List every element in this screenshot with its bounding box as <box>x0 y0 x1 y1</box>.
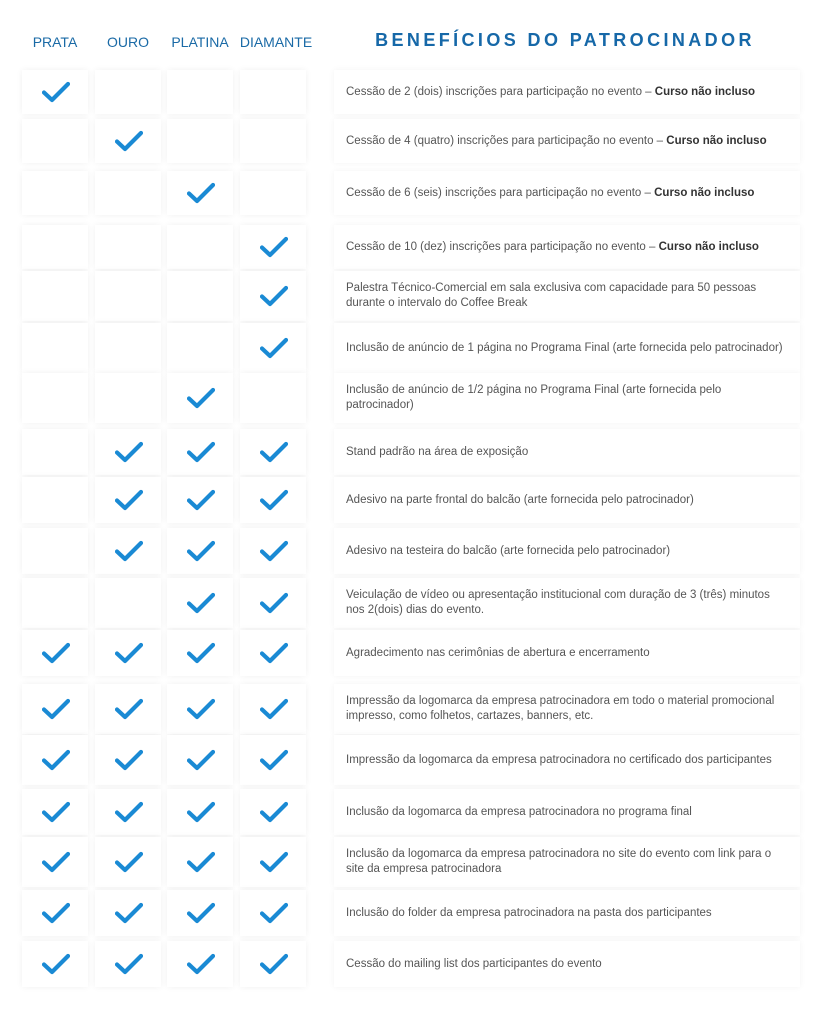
benefit-text: Cessão de 6 (seis) inscrições para participação no evento – <box>346 186 651 199</box>
check-icon <box>260 953 288 975</box>
check-icon <box>260 441 288 463</box>
check-icon <box>260 801 288 823</box>
benefit-note: Curso não incluso <box>654 85 756 98</box>
check-icon <box>42 698 70 720</box>
check-icon <box>260 642 288 664</box>
benefit-text: Cessão de 10 (dez) inscrições para participação no evento – <box>346 240 656 253</box>
cell-ouro <box>95 225 161 269</box>
benefit-description <box>346 341 786 356</box>
cell-ouro <box>95 171 161 215</box>
check-icon <box>115 851 143 873</box>
check-icon <box>260 851 288 873</box>
header-platina: PLATINA <box>171 34 229 50</box>
benefit-description <box>346 445 786 460</box>
check-icon <box>260 749 288 771</box>
check-icon <box>260 285 288 307</box>
cell-prata <box>22 528 88 574</box>
benefit-text: Agradecimento nas cerimônias de abertura e encerramento <box>346 646 650 659</box>
benefit-description <box>346 134 786 149</box>
benefit-text: Impressão da logomarca da empresa patrocinadora em todo o material promocional impresso, como folhetos, cartazes, banners, etc. <box>346 695 775 722</box>
benefit-description <box>346 847 786 877</box>
check-icon <box>42 81 70 103</box>
header-prata: PRATA <box>32 34 78 50</box>
page-title: BENEFÍCIOS DO PATROCINADOR <box>375 30 755 50</box>
cell-prata <box>22 171 88 215</box>
check-icon <box>260 236 288 258</box>
benefit-text: Inclusão da logomarca da empresa patrocinadora no programa final <box>346 805 692 818</box>
benefit-description <box>346 906 786 921</box>
benefit-description <box>346 588 786 618</box>
cell-diamante <box>240 119 306 163</box>
check-icon <box>115 749 143 771</box>
check-icon <box>187 489 215 511</box>
cell-platina <box>167 119 233 163</box>
cell-ouro <box>95 323 161 373</box>
benefit-text: Inclusão de anúncio de 1/2 página no Programa Final (arte fornecida pelo patrocinador) <box>346 384 722 411</box>
check-icon <box>115 801 143 823</box>
cell-platina <box>167 70 233 114</box>
check-icon <box>115 698 143 720</box>
check-icon <box>115 953 143 975</box>
benefit-description <box>346 85 786 100</box>
cell-ouro <box>95 70 161 114</box>
cell-platina <box>167 225 233 269</box>
check-icon <box>260 489 288 511</box>
check-icon <box>187 182 215 204</box>
cell-ouro <box>95 578 161 628</box>
cell-platina <box>167 323 233 373</box>
cell-platina <box>167 271 233 321</box>
cell-ouro <box>95 271 161 321</box>
benefit-description <box>346 694 786 724</box>
cell-ouro <box>95 373 161 423</box>
benefit-text: Stand padrão na área de exposição <box>346 445 529 458</box>
benefit-description <box>346 753 786 768</box>
check-icon <box>187 801 215 823</box>
benefit-text: Palestra Técnico-Comercial em sala exclusiva com capacidade para 50 pessoas durante o intervalo do Coffee Break <box>346 282 757 309</box>
header-diamante: DIAMANTE <box>239 34 313 50</box>
check-icon <box>187 592 215 614</box>
benefit-text: Adesivo na testeira do balcão (arte fornecida pelo patrocinador) <box>346 544 671 557</box>
check-icon <box>42 902 70 924</box>
benefit-description <box>346 957 786 972</box>
benefit-text: Inclusão de anúncio de 1 página no Programa Final (arte fornecida pelo patrocinador) <box>346 341 783 354</box>
cell-prata <box>22 225 88 269</box>
benefit-description <box>346 493 786 508</box>
check-icon <box>42 953 70 975</box>
benefit-description <box>346 240 786 255</box>
check-icon <box>187 749 215 771</box>
benefit-description <box>346 281 786 311</box>
check-icon <box>187 953 215 975</box>
check-icon <box>42 801 70 823</box>
benefit-description <box>346 383 786 413</box>
benefit-description <box>346 544 786 559</box>
cell-diamante <box>240 171 306 215</box>
check-icon <box>115 441 143 463</box>
check-icon <box>115 130 143 152</box>
check-icon <box>260 540 288 562</box>
check-icon <box>187 902 215 924</box>
benefit-note: Curso não incluso <box>666 134 767 147</box>
cell-diamante <box>240 70 306 114</box>
check-icon <box>187 441 215 463</box>
check-icon <box>260 698 288 720</box>
benefit-note: Curso não incluso <box>658 240 759 253</box>
check-icon <box>115 489 143 511</box>
benefit-text: Impressão da logomarca da empresa patrocinadora no certificado dos participantes <box>346 753 772 766</box>
check-icon <box>42 642 70 664</box>
check-icon <box>42 851 70 873</box>
check-icon <box>115 902 143 924</box>
check-icon <box>187 698 215 720</box>
cell-diamante <box>240 373 306 423</box>
check-icon <box>187 540 215 562</box>
cell-prata <box>22 429 88 475</box>
check-icon <box>187 642 215 664</box>
benefit-text: Veiculação de vídeo ou apresentação institucional com duração de 3 (três) minutos nos 2(dois) dias do evento. <box>346 589 770 616</box>
check-icon <box>42 749 70 771</box>
check-icon <box>115 642 143 664</box>
check-icon <box>260 902 288 924</box>
benefit-description <box>346 646 786 661</box>
cell-prata <box>22 578 88 628</box>
benefit-text: Inclusão do folder da empresa patrocinadora na pasta dos participantes <box>346 906 712 919</box>
cell-prata <box>22 373 88 423</box>
benefit-note: Curso não incluso <box>654 186 755 199</box>
benefit-text: Cessão de 2 (dois) inscrições para participação no evento – <box>346 85 652 98</box>
check-icon <box>187 851 215 873</box>
header-ouro: OURO <box>107 34 149 50</box>
check-icon <box>115 540 143 562</box>
benefit-text: Adesivo na parte frontal do balcão (arte fornecida pelo patrocinador) <box>346 493 694 506</box>
benefit-text: Inclusão da logomarca da empresa patrocinadora no site do evento com link para o site da empresa patrocinadora <box>346 848 772 875</box>
benefit-text: Cessão de 4 (quatro) inscrições para participação no evento – <box>346 134 664 147</box>
check-icon <box>187 387 215 409</box>
check-icon <box>260 337 288 359</box>
cell-prata <box>22 271 88 321</box>
check-icon <box>260 592 288 614</box>
benefit-description <box>346 186 786 201</box>
benefit-text: Cessão do mailing list dos participantes do evento <box>346 957 602 970</box>
cell-prata <box>22 119 88 163</box>
cell-prata <box>22 477 88 523</box>
cell-prata <box>22 323 88 373</box>
benefit-description <box>346 805 786 820</box>
